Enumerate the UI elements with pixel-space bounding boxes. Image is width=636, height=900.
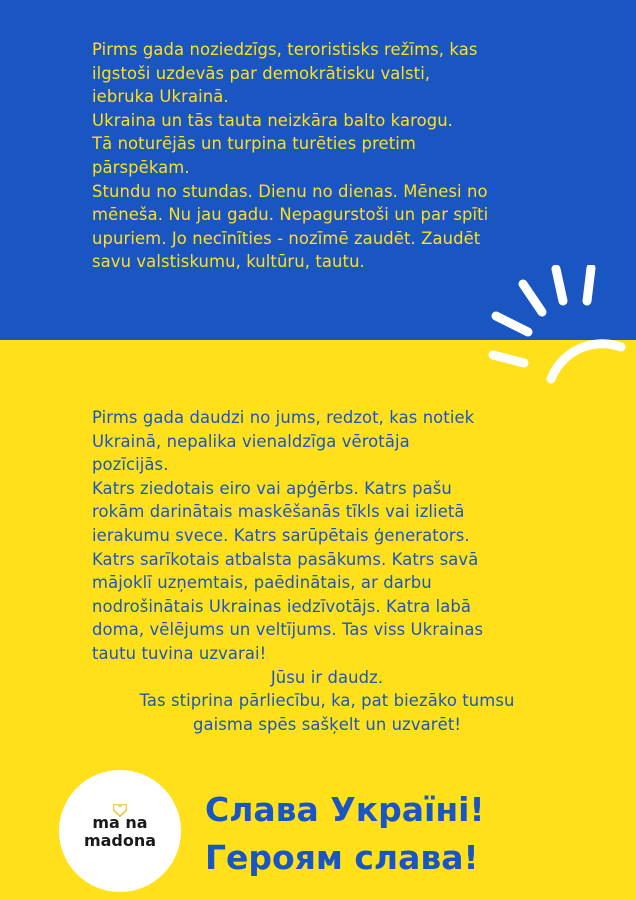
- top-text-line: Pirms gada noziedzīgs, teroristisks režīms, kas: [92, 40, 478, 59]
- mana-madona-logo: [59, 770, 181, 892]
- bottom-text-line: nodrošinātais Ukrainas iedzīvotājs. Katra labā: [92, 596, 472, 616]
- slogan-glory-ukraine: Слава Україні!: [205, 790, 485, 829]
- top-text-line: mēneša. Nu jau gadu. Nepagurstoši un par spīti: [92, 205, 489, 225]
- bottom-text-line: tautu tuvina uzvarai!: [92, 643, 267, 663]
- top-text-line: upuriem. Jo necīnīties - nozīmē zaudēt. Zaudēt: [92, 228, 481, 248]
- top-text-line: pārspēkam.: [92, 157, 190, 177]
- closing-line: Tas stiprina pārliecību, ka, pat biezāko tumsu: [139, 691, 515, 711]
- logo-line-2: madona: [83, 831, 157, 850]
- top-text-line: Ukraina un tās tauta neizkāra balto karogu.: [92, 110, 453, 130]
- bottom-text-line: Pirms gada daudzi no jums, redzot, kas notiek: [92, 408, 475, 427]
- logo-line-1: ma na: [92, 813, 148, 832]
- bottom-text-line: ierakumu svece. Katrs sarūpētais ģenerators.: [92, 525, 470, 545]
- closing-line: gaisma spēs sašķelt un uzvarēt!: [192, 714, 462, 734]
- bottom-paragraph: [92, 406, 562, 736]
- top-text-line: savu valstiskumu, kultūru, tautu.: [92, 252, 365, 272]
- bottom-text-line: Katrs ziedotais eiro vai apģērbs. Katrs pašu: [92, 478, 452, 498]
- bottom-text-line: Katrs sarīkotais atbalsta pasākums. Katrs savā: [92, 549, 479, 569]
- bottom-text-line: mājoklī uzņemtais, paēdinātais, ar darbu: [92, 573, 432, 593]
- top-text-line: ilgstoši uzdevās par demokrātisku valsti,: [92, 63, 431, 83]
- slogan-glory-heroes: Героям слава!: [205, 838, 479, 877]
- top-paragraph: [92, 38, 562, 274]
- bottom-text-line: pozīcijās.: [92, 455, 169, 475]
- bottom-text-line: Ukrainā, nepalika vienaldzīga vērotāja: [92, 431, 410, 451]
- sun-icon: [480, 265, 636, 415]
- bottom-text-line: doma, vēlējums un veltījums. Tas viss Ukrainas: [92, 620, 484, 640]
- top-text-line: Stundu no stundas. Dienu no dienas. Mēnesi no: [92, 181, 488, 201]
- top-text-line: iebruka Ukrainā.: [92, 87, 229, 107]
- closing-line: Jūsu ir daudz.: [270, 667, 384, 687]
- bottom-text-line: rokām darinātais maskēšanās tīkls vai izlietā: [92, 502, 465, 522]
- top-text-line: Tā noturējās un turpina turēties pretim: [92, 134, 416, 154]
